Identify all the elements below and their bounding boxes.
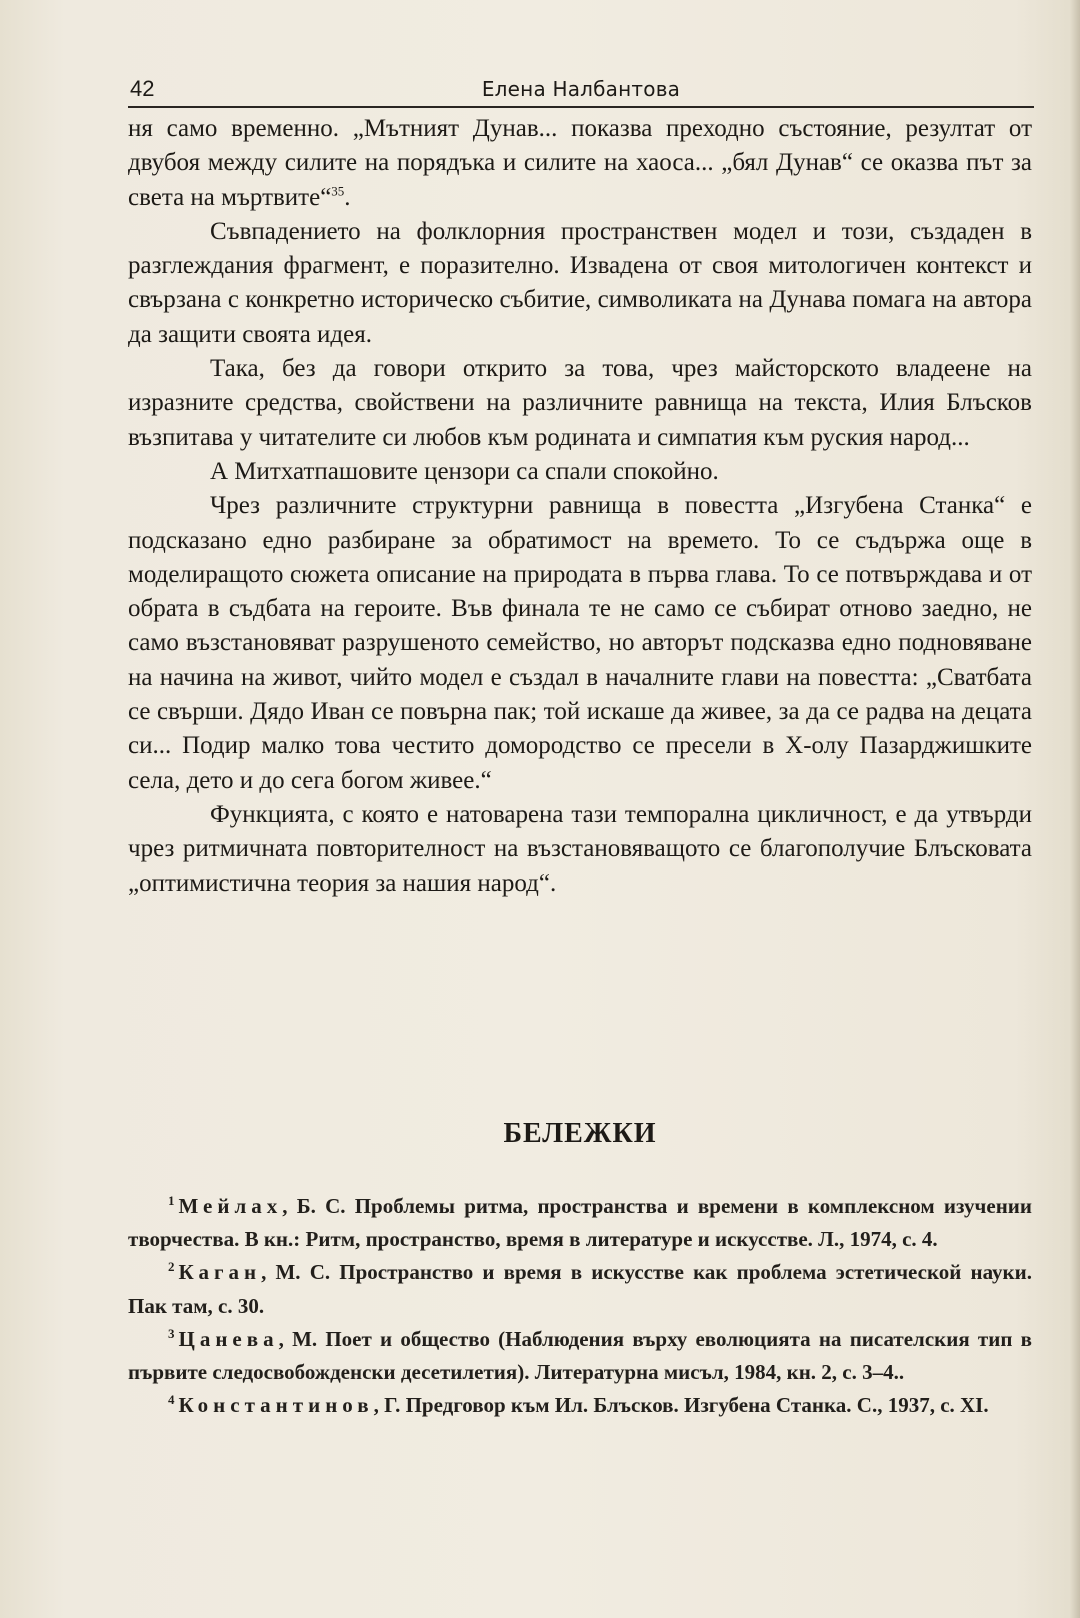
page-header [128, 76, 1034, 108]
footnote [128, 1323, 1032, 1389]
paragraph-1-end: . [344, 183, 351, 211]
paragraph-2: Съвпадението на фолклорния пространствен модел и този, създаден в разглеждания фрагмент, е поразително. Извадена от своя митологичен контекст и свързана с конкретно историческо събитие, символиката на Дунава помага на автора да защити своята идея. [128, 217, 1032, 348]
running-head-author: Елена Налбантова [481, 77, 681, 101]
paragraph-1-text: ня само временно. „Мътният Дунав... показва преходно състояние, резултат от двубоя между силите на порядъка и силите на хаоса... „бял Дунав“ се оказва път за света на мъртвите“ [128, 115, 1032, 211]
notes-heading: БЕЛЕЖКИ [503, 1118, 657, 1149]
footnote-number: 1 [168, 1193, 175, 1208]
footnote-text: , Г. Предговор към Ил. Блъсков. Изгубена Станка. С., 1937, с. XI. [373, 1393, 989, 1418]
footnote [128, 1389, 1032, 1422]
paragraph-6: Функцията, с която е натоварена тази темпорална цикличност, е да утвърди чрез ритмичната повторителност на възстановяващото се благополучие Блъсковата „оптимистична теория за нашия народ“. [128, 800, 1032, 897]
footnote-number: 2 [168, 1259, 175, 1275]
footnote-text: , М. С. Пространство и время в искусстве как проблема эстетической науки. Пак там, с. 30. [128, 1260, 1032, 1318]
paragraph-1 [128, 112, 1032, 215]
footnote [128, 1190, 1032, 1256]
notes-list [128, 1190, 1032, 1422]
page-edge-shadow [1070, 0, 1080, 1618]
paragraph-5: Чрез различните структурни равнища в повестта „Изгубена Станка“ е подсказано едно разбиране за обратимост на времето. То се съдържа още в моделиращото сюжета описание на природата в първа глава. То се потвърждава и от обрата в съдбата на героите. Във финала те не само се събират отново заедно, не само възстановяват разрушеното семейство, но авторът подсказва едно подновяване на начина на живот, чийто модел е създал в началните глави на повестта: „Сватбата се свърши. Дядо Иван се повърна пак; той искаше да живее, за да се радва на децата си... Подир малко това честито домородство се пресели в Х-олу Пазарджишките села, дето и до сега богом живее.“ [128, 492, 1032, 794]
footnote-text: , Б. С. Проблемы ритма, пространства и времени в комплексном изучении творчества. В кн.: Ритм, пространство, время в литературе и искусстве. Л., 1974, с. 4. [128, 1194, 1032, 1252]
footnote-number: 3 [168, 1325, 175, 1341]
main-text [128, 112, 1032, 901]
footnote-author: Мейлах [178, 1194, 283, 1218]
footnote-number: 4 [168, 1392, 175, 1408]
footnote-author: Константинов [178, 1393, 374, 1418]
footnote [128, 1256, 1032, 1322]
footnote-author: Цанева [178, 1326, 279, 1351]
paragraph-3: Така, без да говори открито за това, чрез майсторското владеене на изразните средства, свойствени на различните равнища на текста, Илия Блъсков възпитава у читателите си любов към родината и симпатия към руския народ... [128, 355, 1032, 451]
page-number: 42 [130, 76, 155, 101]
paragraph-4: А Митхатпашовите цензори са спали спокойно. [210, 457, 719, 485]
note-reference-35: 35 [331, 183, 345, 199]
footnote-text: , М. Поет и общество (Наблюдения върху еволюцията на писателския тип в първите следосвобожденски десетилетия). Литературна мисъл, 1984, кн. 2, с. 3–4.. [128, 1326, 1032, 1385]
footnote-author: Каган [178, 1260, 262, 1285]
